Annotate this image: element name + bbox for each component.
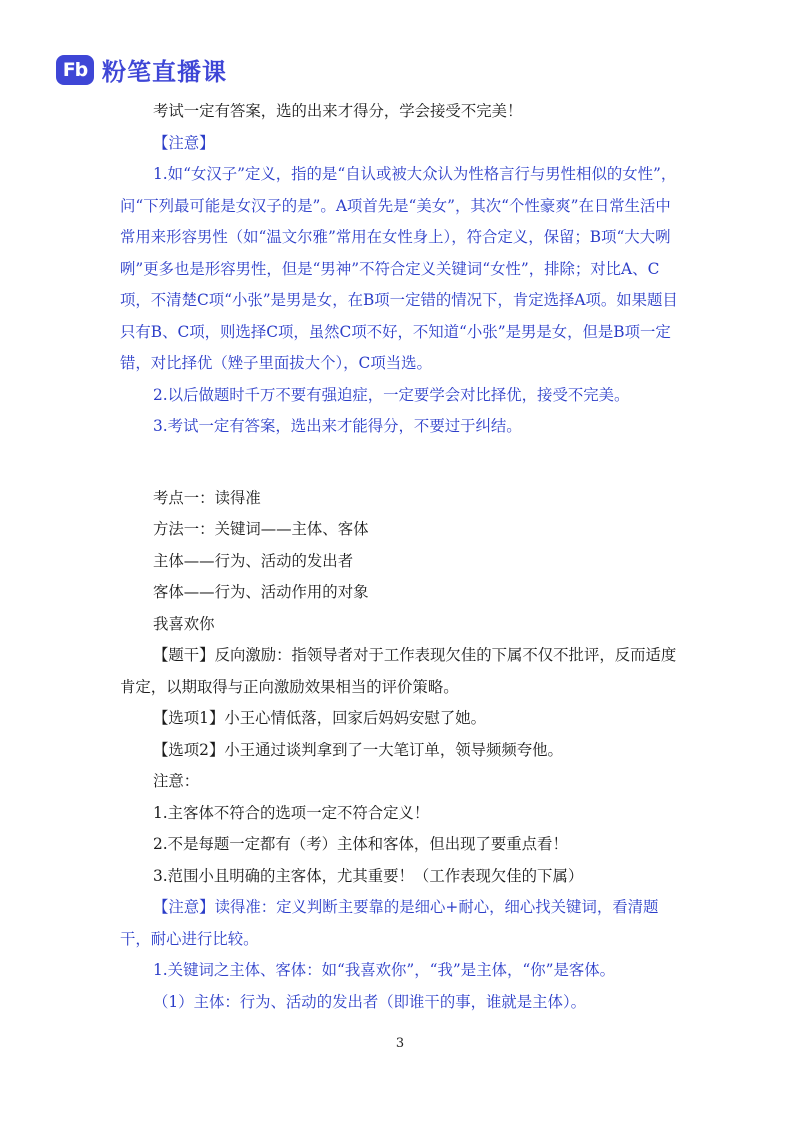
fenbi-logo-icon: Fb: [56, 55, 94, 85]
paragraph-intro: 考试一定有答案，选的出来才得分，学会接受不完美！: [153, 102, 523, 120]
note-item-3: 3.考试一定有答案，选出来才能得分，不要过于纠结。: [153, 417, 522, 435]
method-title: 方法一：关键词——主体、客体: [153, 520, 369, 538]
option-1: 【选项1】小王心情低落，回家后妈妈安慰了她。: [153, 709, 486, 727]
question-stem: 【题干】反向激励：指领导者对于工作表现欠佳的下属不仅不批评，反而适度肯定，以期取得与正向激励效果相当的评价策略。: [120, 646, 677, 696]
section-title: 考点一：读得准: [153, 488, 261, 507]
attention-item-2: 2.不是每题一定都有（考）主体和客体，但出现了要重点看！: [153, 835, 568, 853]
note-reading: 【注意】读得准：定义判断主要靠的是细心+耐心，细心找关键词，看清题干，耐心进行比较。: [120, 898, 659, 948]
note-item-1: 1.如“女汉子”定义，指的是“自认或被大众认为性格言行与男性相似的女性”，问“下列最可能是女汉子的是”。A项首先是“美女”，其次“个性豪爽”在日常生活中常用来形容男性（如“温文尔雅”常用在女性身上），符合定义，保留；B项“大大咧咧”更多也是形容男性，但是“男神”不符合定义关键词“女性”，排除；对比A、C项，不清楚C项“小张”是男是女，在B项一定错的情况下，肯定选择A项。如果题目只有B、C项，则选择C项，虽然C项不好，不知道“小张”是男是女，但是B项一定错，对比择优（矬子里面拔大个），C项当选。: [120, 165, 678, 372]
document-body: [120, 96, 685, 1018]
subject-definition: 主体——行为、活动的发出者: [153, 551, 354, 570]
object-definition: 客体——行为、活动作用的对象: [153, 583, 369, 601]
keyword-subject-object: 1.关键词之主体、客体：如“我喜欢你”，“我”是主体，“你”是客体。: [153, 961, 616, 979]
example-sentence: 我喜欢你: [153, 614, 215, 633]
brand-logo: [56, 52, 227, 87]
subject-explanation: （1）主体：行为、活动的发出者（即谁干的事，谁就是主体）。: [153, 992, 587, 1011]
note-item-2: 2.以后做题时千万不要有强迫症，一定要学会对比择优，接受不完美。: [153, 385, 630, 404]
brand-name: 粉笔直播课: [102, 58, 227, 86]
attention-item-1: 1.主客体不符合的选项一定不符合定义！: [153, 803, 430, 822]
section-spacer: [120, 443, 685, 483]
option-2: 【选项2】小王通过谈判拿到了一大笔订单，领导频频夸他。: [153, 740, 563, 759]
page-number: 3: [395, 1036, 405, 1051]
note-heading: 【注意】: [153, 133, 215, 152]
attention-label: 注意：: [153, 772, 200, 790]
attention-item-3: 3.范围小且明确的主客体，尤其重要！（工作表现欠佳的下属）: [153, 866, 584, 885]
